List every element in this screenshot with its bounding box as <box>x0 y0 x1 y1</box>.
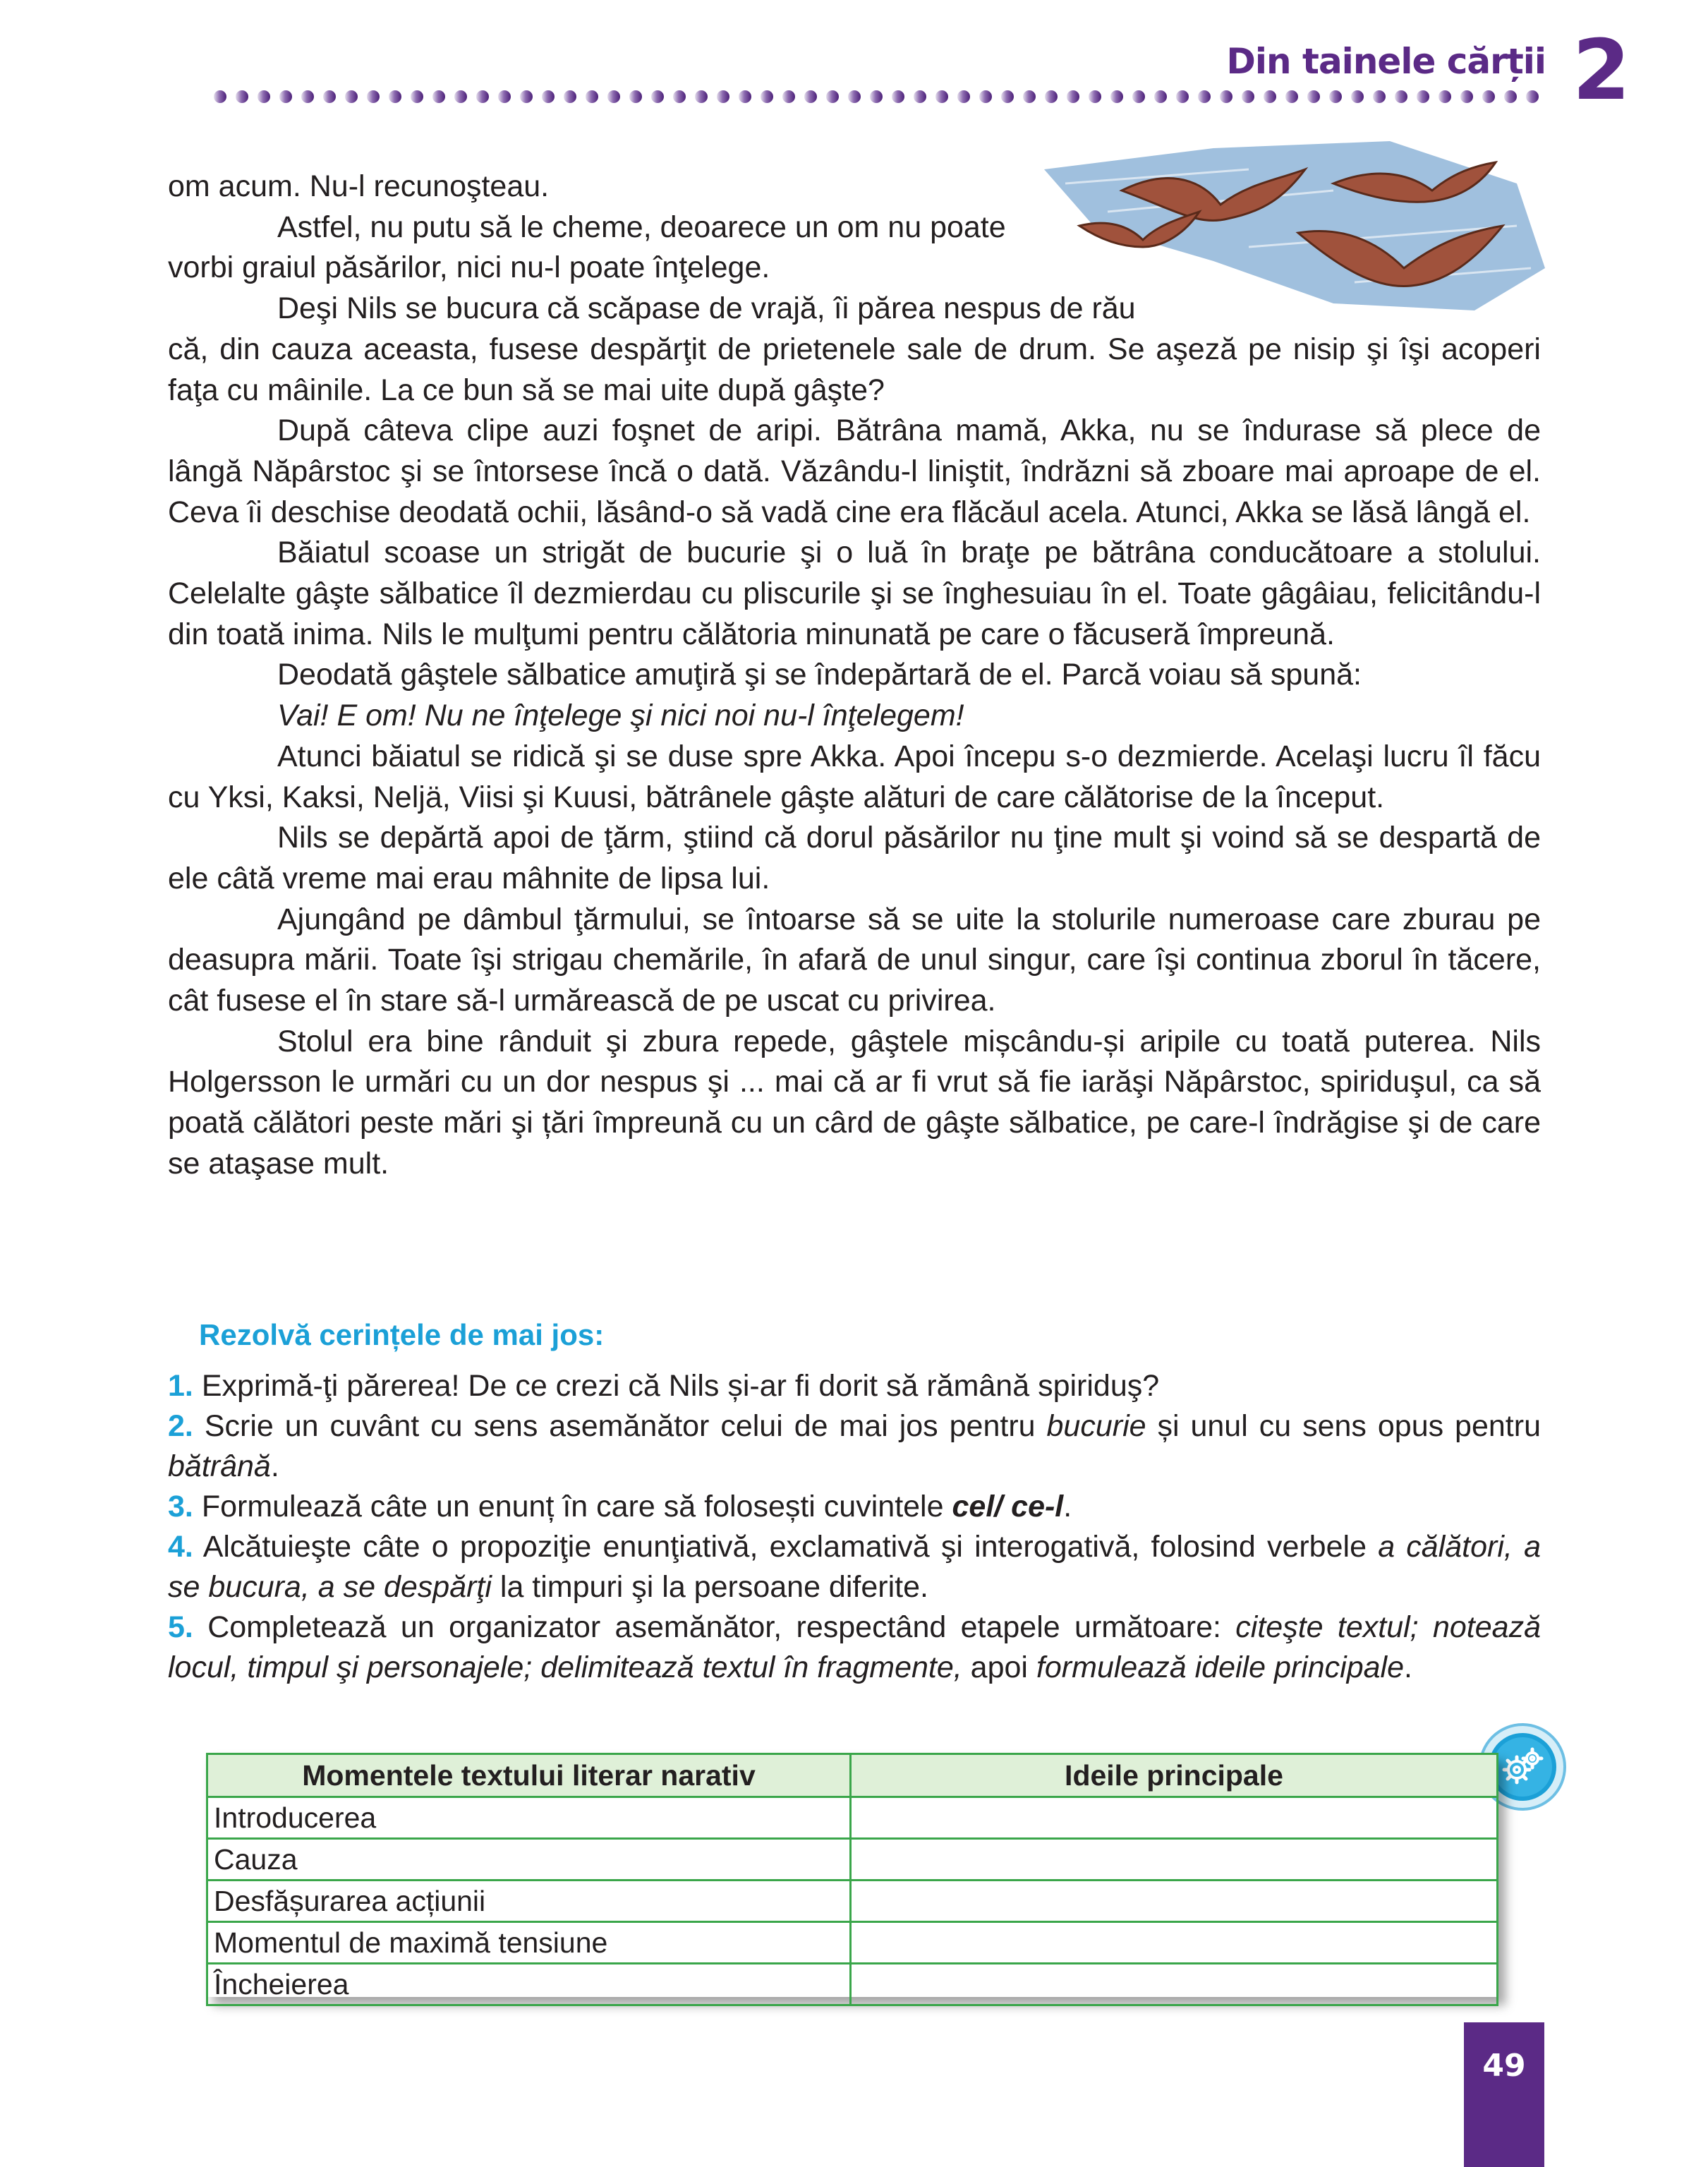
moment-cell: Momentul de maximă tensiune <box>207 1922 851 1964</box>
paragraph: că, din cauza aceasta, fusese despărţit de prietenele sale de drum. Se aşeză pe nisip şi îşi acoperi faţa cu mâinile. La ce bun să se mai uite după gâşte? <box>168 332 1541 407</box>
task-item <box>168 1607 1541 1688</box>
divider-dot <box>1132 90 1145 103</box>
idea-cell[interactable] <box>851 1839 1498 1881</box>
divider-dot <box>1351 90 1364 103</box>
task-word: bătrână <box>168 1449 271 1483</box>
divider-dot <box>914 90 926 103</box>
tasks-list <box>168 1366 1541 1688</box>
divider-dot <box>345 90 358 103</box>
moment-cell: Introducerea <box>207 1797 851 1839</box>
task-word: bucurie <box>1046 1409 1146 1443</box>
idea-cell[interactable] <box>851 1881 1498 1922</box>
paragraph: Băiatul scoase un strigăt de bucurie şi o luă în braţe pe bătrâna conducătoare a stolului. Celelalte gâşte sălbatice îl dezmierdau cu pliscurile şi se înghesuiau în el. Toate gâgâiau, felicitându-l din toată inima. Nils le mulţumi pentru călătoria minunată pe care o făcuseră împreună. <box>168 536 1541 651</box>
divider-dot <box>411 90 423 103</box>
divider-dot <box>739 90 751 103</box>
task-text: la timpuri şi la persoane diferite. <box>491 1570 928 1604</box>
divider-dot <box>892 90 904 103</box>
task-text: . <box>1063 1490 1072 1523</box>
paragraph: Nils se depărtă apoi de ţărm, ştiind că dorul păsărilor nu ţine mult şi voind să se despartă de ele câtă vreme mai erau mâhnite de lipsa lui. <box>168 821 1541 895</box>
divider-dot <box>1373 90 1386 103</box>
divider-dot <box>1285 90 1298 103</box>
table-row <box>207 1922 1498 1964</box>
tasks-heading: Rezolvă cerințele de mai jos: <box>199 1318 605 1351</box>
moment-cell: Cauza <box>207 1839 851 1881</box>
divider-dot <box>214 90 226 103</box>
table-header-row <box>207 1754 1498 1797</box>
task-word: formulează ideile principale <box>1036 1650 1404 1684</box>
narrative-organizer-table <box>206 1753 1498 2000</box>
column-header: Ideile principale <box>851 1754 1498 1797</box>
divider-dot <box>1307 90 1320 103</box>
divider-dot <box>454 90 467 103</box>
task-word: citeşte textul; notează locul, timpul şi personajele; delimitează textul în fragmente, <box>168 1610 1541 1684</box>
divider-dot <box>804 90 817 103</box>
table-row <box>207 1839 1498 1881</box>
divider-dot <box>1023 90 1036 103</box>
divider-dot <box>1264 90 1276 103</box>
paragraph: Stolul era bine rânduit şi zbura repede, gâştele mișcându-și aripile cu toată puterea. Nils Holgersson le urmări cu un dor nespus şi ... mai că ar fi vrut să fie iarăşi Năpârstoc, spiriduşul, ca să poată călători peste mări şi țări împreună cu un cârd de gâşte sălbatice, pe care-l îndrăgise şi de care se ataşase mult. <box>168 1024 1541 1181</box>
divider-dot <box>826 90 839 103</box>
divider-dot <box>848 90 861 103</box>
idea-cell[interactable] <box>851 1964 1498 2005</box>
task-item <box>168 1487 1541 1527</box>
divider-dot <box>236 90 248 103</box>
paragraph: Astfel, nu putu să le cheme, deoarece un om nu poate <box>277 210 1006 244</box>
paragraph: Atunci băiatul se ridică şi se duse spre Akka. Apoi începu s-o dezmierde. Acelaşi lucru îl făcu cu Yksi, Kaksi, Neljä, Viisi şi Kuusi, bătrânele gâşte alături de care călătorise de la început. <box>168 739 1541 814</box>
task-item <box>168 1406 1541 1487</box>
divider-dot <box>1001 90 1014 103</box>
divider-dot <box>1460 90 1473 103</box>
paragraph: vorbi graiul păsărilor, nici nu-l poate înţelege. <box>168 250 770 285</box>
divider-dot <box>432 90 445 103</box>
divider-dot <box>651 90 664 103</box>
divider-dot <box>957 90 970 103</box>
task-text: . <box>1404 1650 1412 1684</box>
divider-dot <box>1395 90 1407 103</box>
chapter-number: 2 <box>1572 21 1630 119</box>
divider-dot <box>673 90 686 103</box>
divider-dot <box>1067 90 1079 103</box>
divider-dot <box>1329 90 1342 103</box>
divider-dot <box>367 90 380 103</box>
quote: Vai! E om! Nu ne înţelege şi nici noi nu-l înţelegem! <box>277 699 964 733</box>
divider-dot <box>1439 90 1451 103</box>
divider-dot <box>695 90 708 103</box>
task-number: 5. <box>168 1610 193 1644</box>
divider-dot <box>979 90 992 103</box>
paragraph: Deodată gâştele sălbatice amuţiră şi se îndepărtară de el. Parcă voiau să spună: <box>277 658 1362 692</box>
task-item <box>168 1366 1541 1406</box>
divider-dot <box>935 90 948 103</box>
page-number: 49 <box>1482 2048 1526 2084</box>
paragraph: După câteva clipe auzi foşnet de aripi. Bătrâna mamă, Akka, nu se îndurase să plece de lângă Năpârstoc şi se întorsese încă o dată. Văzându-l liniştit, îndrăzni să zboare mai aproape de el. Ceva îi deschise deodată ochii, lăsând-o să vadă cine era flăcăul acela. Atunci, Akka se lăsă lângă el. <box>168 414 1541 529</box>
divider-dot <box>1110 90 1123 103</box>
moment-cell: Încheierea <box>207 1964 851 2005</box>
divider-dot <box>1482 90 1495 103</box>
divider-dot <box>717 90 729 103</box>
table-row <box>207 1881 1498 1922</box>
paragraph: Ajungând pe dâmbul ţărmului, se întoarse să se uite la stolurile numeroase care zburau pe deasupra mării. Toate îşi strigau chemările, în afară de unul singur, care îşi continua zborul în tăcere, cât fusese el în stare să-l urmărească de pe uscat cu privirea. <box>168 902 1541 1018</box>
divider-dot <box>1045 90 1058 103</box>
paragraph: Deşi Nils se bucura că scăpase de vrajă, îi părea nespus de rău <box>277 291 1136 326</box>
divider-dot <box>629 90 642 103</box>
task-text: Formulează câte un enunț în care să folosești cuvintele <box>201 1490 952 1523</box>
column-header: Momentele textului literar narativ <box>207 1754 851 1797</box>
divider-dot <box>1154 90 1167 103</box>
divider-dot <box>1526 90 1539 103</box>
divider-dot <box>1176 90 1189 103</box>
divider-dot <box>520 90 533 103</box>
divider-dot <box>498 90 511 103</box>
task-text: Alcătuieşte câte o propoziţie enunţiativă, exclamativă şi interogativă, folosind verbele <box>202 1530 1379 1564</box>
divider-dot <box>1089 90 1101 103</box>
task-text: . <box>270 1449 279 1483</box>
task-text: apoi <box>962 1650 1036 1684</box>
task-text: și unul cu sens opus pentru <box>1146 1409 1541 1443</box>
task-number: 1. <box>168 1369 193 1403</box>
divider-dot <box>1417 90 1429 103</box>
page-number-box <box>1464 2022 1544 2167</box>
divider-dot <box>870 90 883 103</box>
task-number: 2. <box>168 1409 193 1443</box>
paragraph: om acum. Nu-l recunoşteau. <box>168 169 550 203</box>
task-text: Exprimă-ţi părerea! De ce crezi că Nils și-ar fi dorit să rămână spiriduş? <box>201 1369 1160 1403</box>
divider-dot <box>279 90 292 103</box>
task-item <box>168 1527 1541 1607</box>
idea-cell[interactable] <box>851 1797 1498 1839</box>
divider-dot <box>1198 90 1211 103</box>
chapter-title: Din tainele cărții <box>1226 41 1546 82</box>
task-number: 4. <box>168 1530 193 1564</box>
organizer-table <box>206 1753 1498 2006</box>
divider-dot <box>586 90 598 103</box>
divider-dot <box>258 90 270 103</box>
task-text: Completează un organizator asemănător, respectând etapele următoare: <box>207 1610 1236 1644</box>
moment-cell: Desfășurarea acțiunii <box>207 1881 851 1922</box>
divider-dot <box>542 90 555 103</box>
table-row <box>207 1964 1498 2005</box>
divider-dot <box>476 90 489 103</box>
story-text <box>168 167 1541 1185</box>
divider-dot <box>761 90 773 103</box>
task-word: a călători, a se bucura, a se despărţi <box>168 1530 1541 1604</box>
divider-dot <box>1242 90 1254 103</box>
task-number: 3. <box>168 1490 193 1523</box>
divider-dot <box>1220 90 1232 103</box>
divider-dot <box>1504 90 1517 103</box>
divider-dot <box>389 90 401 103</box>
divider-dot <box>607 90 620 103</box>
idea-cell[interactable] <box>851 1922 1498 1964</box>
divider-dot <box>301 90 314 103</box>
table-row <box>207 1797 1498 1839</box>
task-text: Scrie un cuvânt cu sens asemănător celui de mai jos pentru <box>204 1409 1047 1443</box>
divider-dot <box>564 90 576 103</box>
divider-dot <box>782 90 795 103</box>
dotted-divider <box>212 86 1552 107</box>
task-word: cel/ ce-l <box>952 1490 1064 1523</box>
divider-dot <box>323 90 336 103</box>
